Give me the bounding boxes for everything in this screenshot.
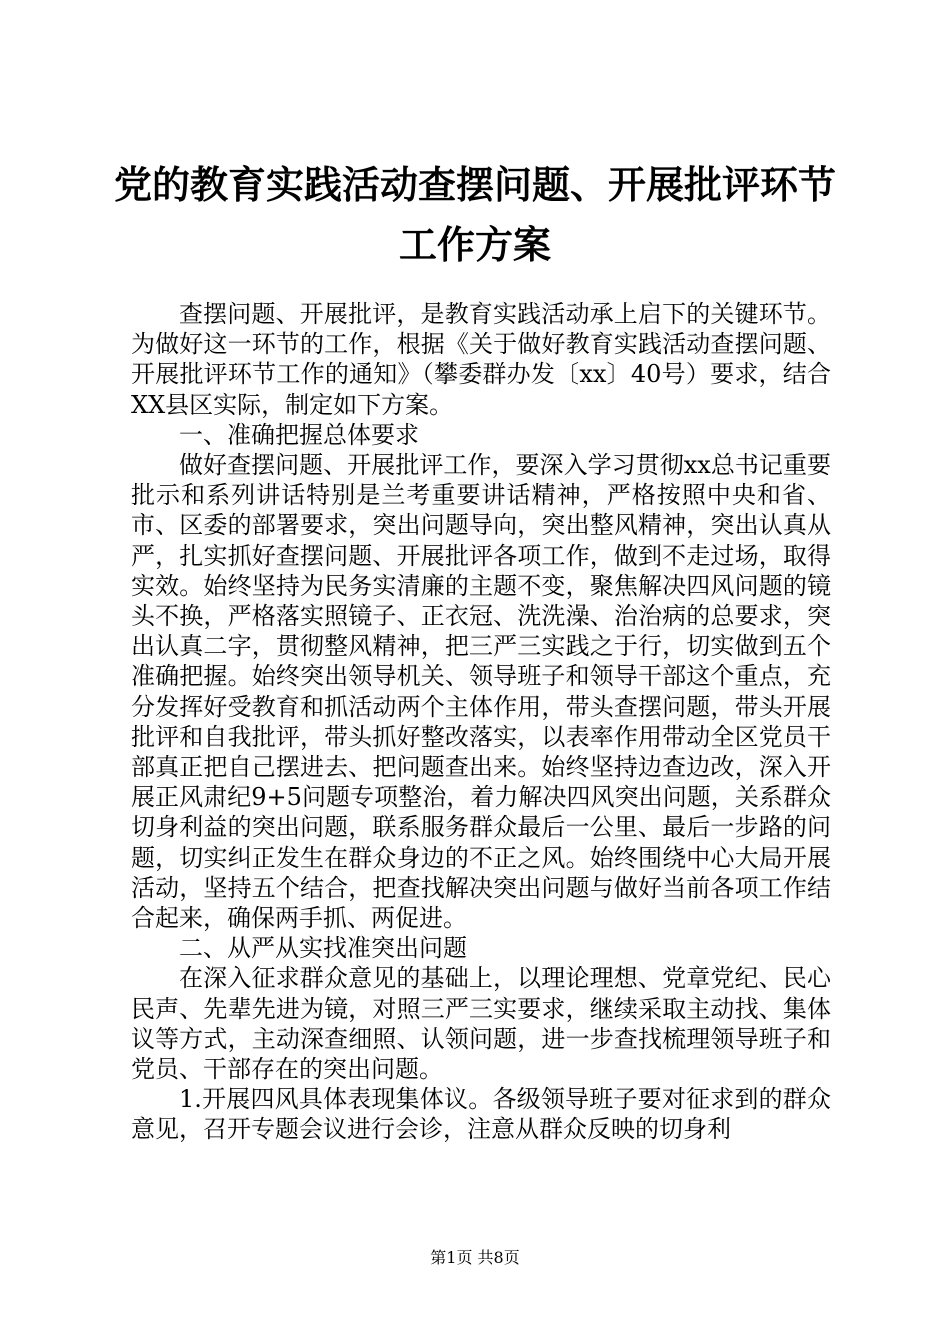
- section-heading-2: 二、从严从实找准突出问题: [179, 934, 467, 963]
- section-2-paragraph: 在深入征求群众意见的基础上，以理论理想、党章党纪、民心民声、先辈先进为镜，对照三严三实要求，继续采取主动找、集体议等方式，主动深查细照、认领问题，进一步查找梳理领导班子和党员、干部存在的突出问题。: [131, 964, 831, 1084]
- document-title: 党的教育实践活动查摆问题、开展批评环节工作方案: [113, 163, 836, 267]
- item-1-paragraph: 1.开展四风具体表现集体议。各级领导班子要对征求到的群众意见，召开专题会议进行会诊，注意从群众反映的切身利: [131, 1085, 831, 1144]
- page-number-footer: 第1页 共8页: [430, 1248, 520, 1267]
- intro-paragraph: 查摆问题、开展批评，是教育实践活动承上启下的关键环节。为做好这一环节的工作，根据《关于做好教育实践活动查摆问题、开展批评环节工作的通知》（攀委群办发〔xx〕40号）要求，结合XX县区实际，制定如下方案。: [131, 300, 831, 419]
- section-1-paragraph: 做好查摆问题、开展批评工作，要深入学习贯彻xx总书记重要批示和系列讲话特别是兰考重要讲话精神，严格按照中央和省、市、区委的部署要求，突出问题导向，突出整风精神，突出认真从严，扎实抓好查摆问题、开展批评各项工作，做到不走过场，取得实效。始终坚持为民务实清廉的主题不变，聚焦解决四风问题的镜头不换，严格落实照镜子、正衣冠、洗洗澡、治治病的总要求，突出认真二字，贯彻整风精神，把三严三实践之于行，切实做到五个准确把握。始终突出领导机关、领导班子和领导干部这个重点，充分发挥好受教育和抓活动两个主体作用，带头查摆问题，带头开展批评和自我批评，带头抓好整改落实，以表率作用带动全区党员干部真正把自己摆进去、把问题查出来。始终坚持边查边改，深入开展正风肃纪9+5问题专项整治，着力解决四风突出问题，关系群众切身利益的突出问题，联系服务群众最后一公里、最后一步路的问题，切实纠正发生在群众身边的不正之风。始终围绕中心大局开展活动，坚持五个结合，把查找解决突出问题与做好当前各项工作结合起来，确保两手抓、两促进。: [131, 451, 831, 933]
- section-heading-1: 一、准确把握总体要求: [179, 420, 419, 449]
- document-body: [131, 299, 831, 1145]
